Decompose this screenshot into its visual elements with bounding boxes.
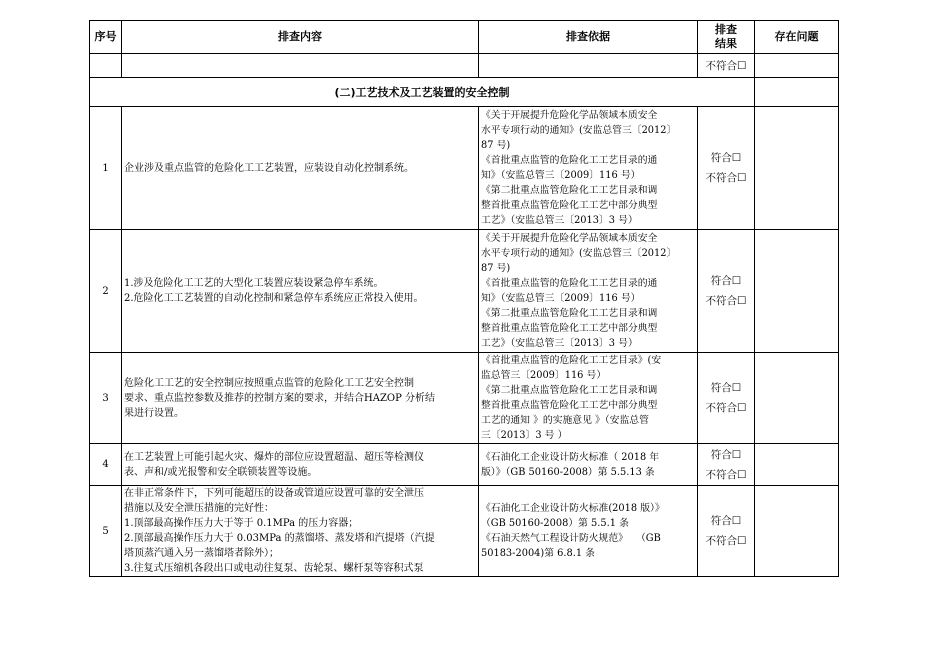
content-line: 1.顶部最高操作压力大于等于 0.1MPa 的压力容器； — [124, 518, 359, 529]
header-result-line1: 排查 — [715, 23, 737, 36]
result-pass-checkbox[interactable]: 符合☐ — [710, 448, 742, 461]
row-number: 5 — [90, 486, 122, 577]
basis-line: 整首批重点监管危险化工工艺中部分典型 — [481, 323, 658, 334]
header-row — [90, 21, 839, 54]
row-basis — [479, 444, 698, 486]
header-basis: 排查依据 — [479, 21, 698, 54]
header-result — [698, 21, 755, 54]
basis-line: 《第二批重点监管危险化工工艺目录和调 — [481, 185, 658, 196]
content-line: 危险化工工艺的安全控制应按照重点监管的危险化工工艺安全控制 — [124, 377, 414, 389]
content-line: 1.涉及危险化工工艺的大型化工装置应装设紧急停车系统。 — [124, 278, 384, 289]
content-line: 在非正常条件下，下列可能超压的设备或管道应设置可靠的安全泄压 — [124, 488, 424, 499]
basis-line: 水平专项行动的通知》(安监总管三〔2012〕 — [481, 248, 677, 259]
result-pass-checkbox[interactable]: 符合☐ — [710, 382, 742, 394]
content-line: 果进行设置。 — [124, 407, 184, 419]
basis-line: 《首批重点监管的危险化工工艺目录的通 — [481, 155, 658, 166]
row-issues[interactable] — [755, 353, 839, 444]
row-issues[interactable] — [755, 444, 839, 486]
content-line: 在工艺装置上可能引起火灾、爆炸的部位应设置超温、超压等检测仪 — [124, 451, 424, 463]
basis-line: 《石油化工企业设计防火标准(2018 版）》 — [481, 503, 665, 514]
basis-line: 《石油化工企业设计防火标准（ 2018 年 — [481, 451, 660, 463]
row-number: 1 — [90, 107, 122, 230]
header-no: 序号 — [90, 21, 122, 54]
row-content — [122, 486, 479, 577]
table-body — [90, 107, 839, 577]
row-number: 2 — [90, 230, 122, 353]
result-fail-checkbox[interactable]: 不符合☐ — [705, 468, 747, 481]
basis-line: 50183-2004)第 6.8.1 条 — [481, 548, 595, 559]
basis-line: 《石油天然气工程设计防火规范》 （GB — [481, 533, 661, 544]
table-row — [90, 230, 839, 353]
header-result-line2: 结果 — [715, 37, 737, 50]
table-row — [90, 107, 839, 230]
result-fail-checkbox[interactable]: 不符合☐ — [705, 295, 747, 307]
row-basis — [479, 230, 698, 353]
basis-line: 工艺》（安监总管三〔2013〕3 号） — [481, 215, 638, 226]
table-row — [90, 353, 839, 444]
content-line: 2.危险化工工艺装置的自动化控制和紧急停车系统应正常投入使用。 — [124, 293, 424, 304]
row-basis — [479, 486, 698, 577]
row-number: 4 — [90, 444, 122, 486]
row-result — [698, 353, 755, 444]
row-issues[interactable] — [755, 230, 839, 353]
row-issues[interactable] — [755, 486, 839, 577]
basis-line: 《第二批重点监管危险化工工艺目录和调 — [481, 308, 658, 319]
basis-line: 知》（安监总管三〔2009〕116 号） — [481, 293, 641, 304]
section-row — [90, 78, 839, 107]
result-pass-checkbox[interactable]: 符合☐ — [710, 275, 742, 287]
carry-no-cell — [90, 54, 122, 78]
result-pass-checkbox[interactable]: 符合☐ — [710, 152, 742, 164]
carry-content-cell — [122, 54, 479, 78]
carry-issues-cell[interactable] — [755, 54, 839, 78]
basis-line: 三〔2013〕3 号 ） — [481, 430, 568, 441]
basis-line: 知》（安监总管三〔2009〕116 号） — [481, 170, 641, 181]
table-row — [90, 486, 839, 577]
basis-line: 87 号) — [481, 140, 511, 151]
basis-line: 《第二批重点监管危险化工工艺目录和调 — [481, 385, 658, 396]
row-content — [122, 230, 479, 353]
carry-result-cell[interactable]: 不符合☐ — [698, 54, 755, 78]
basis-line: 水平专项行动的通知》(安监总管三〔2012〕 — [481, 125, 677, 136]
result-fail-checkbox[interactable]: 不符合☐ — [705, 172, 747, 184]
result-fail-checkbox[interactable]: 不符合☐ — [705, 535, 747, 547]
basis-line: 监总管三〔2009〕116 号） — [481, 370, 607, 381]
basis-line: 《关于开展提升危险化学品领域本质安全 — [481, 110, 658, 121]
content-line: 表、声和/或光报警和安全联锁装置等设施。 — [124, 466, 318, 478]
section-issues-cell — [755, 78, 839, 107]
basis-line: （GB 50160-2008）第 5.5.1 条 — [481, 518, 629, 529]
row-result — [698, 230, 755, 353]
content-line: 企业涉及重点监管的危险化工工艺装置，应装设自动化控制系统。 — [124, 162, 414, 174]
basis-line: 工艺》（安监总管三〔2013〕3 号） — [481, 338, 638, 349]
basis-line: 《首批重点监管的危险化工工艺目录》(安 — [481, 355, 662, 366]
content-line: 2.顶部最高操作压力大于 0.03MPa 的蒸馏塔、蒸发塔和汽提塔（汽提 — [124, 533, 435, 544]
basis-line: 整首批重点监管危险化工工艺中部分典型 — [481, 200, 658, 211]
result-pass-checkbox[interactable]: 符合☐ — [710, 515, 742, 527]
content-line: 要求、重点监控参数及推荐的控制方案的要求，并结合HAZOP 分析结 — [124, 392, 435, 404]
content-line: 塔顶蒸汽通入另一蒸馏塔者除外）； — [124, 548, 279, 559]
content-line: 3.往复式压缩机各段出口或电动往复泵、齿轮泵、螺杆泵等容积式泵 — [124, 563, 424, 574]
row-number: 3 — [90, 353, 122, 444]
carry-over-row — [90, 54, 839, 78]
row-content — [122, 107, 479, 230]
basis-line: 《首批重点监管的危险化工工艺目录的通 — [481, 278, 658, 289]
basis-line: 《关于开展提升危险化学品领域本质安全 — [481, 233, 658, 244]
row-content — [122, 353, 479, 444]
header-issues: 存在问题 — [755, 21, 839, 54]
row-result — [698, 486, 755, 577]
row-basis — [479, 107, 698, 230]
basis-line: 版）》（GB 50160-2008）第 5.5.13 条 — [481, 466, 655, 478]
row-result — [698, 444, 755, 486]
inspection-table — [89, 20, 839, 577]
section-title: (二)工艺技术及工艺装置的安全控制 — [90, 78, 755, 107]
row-result — [698, 107, 755, 230]
carry-basis-cell — [479, 54, 698, 78]
row-issues[interactable] — [755, 107, 839, 230]
basis-line: 整首批重点监管危险化工工艺中部分典型 — [481, 400, 658, 411]
table-row — [90, 444, 839, 486]
content-line: 措施以及安全泄压措施的完好性： — [124, 503, 274, 514]
basis-line: 工艺的通知 》的实施意见 》（安监总管 — [481, 415, 649, 426]
row-basis — [479, 353, 698, 444]
basis-line: 87 号) — [481, 263, 511, 274]
row-content — [122, 444, 479, 486]
result-fail-checkbox[interactable]: 不符合☐ — [705, 402, 747, 414]
header-content: 排查内容 — [122, 21, 479, 54]
